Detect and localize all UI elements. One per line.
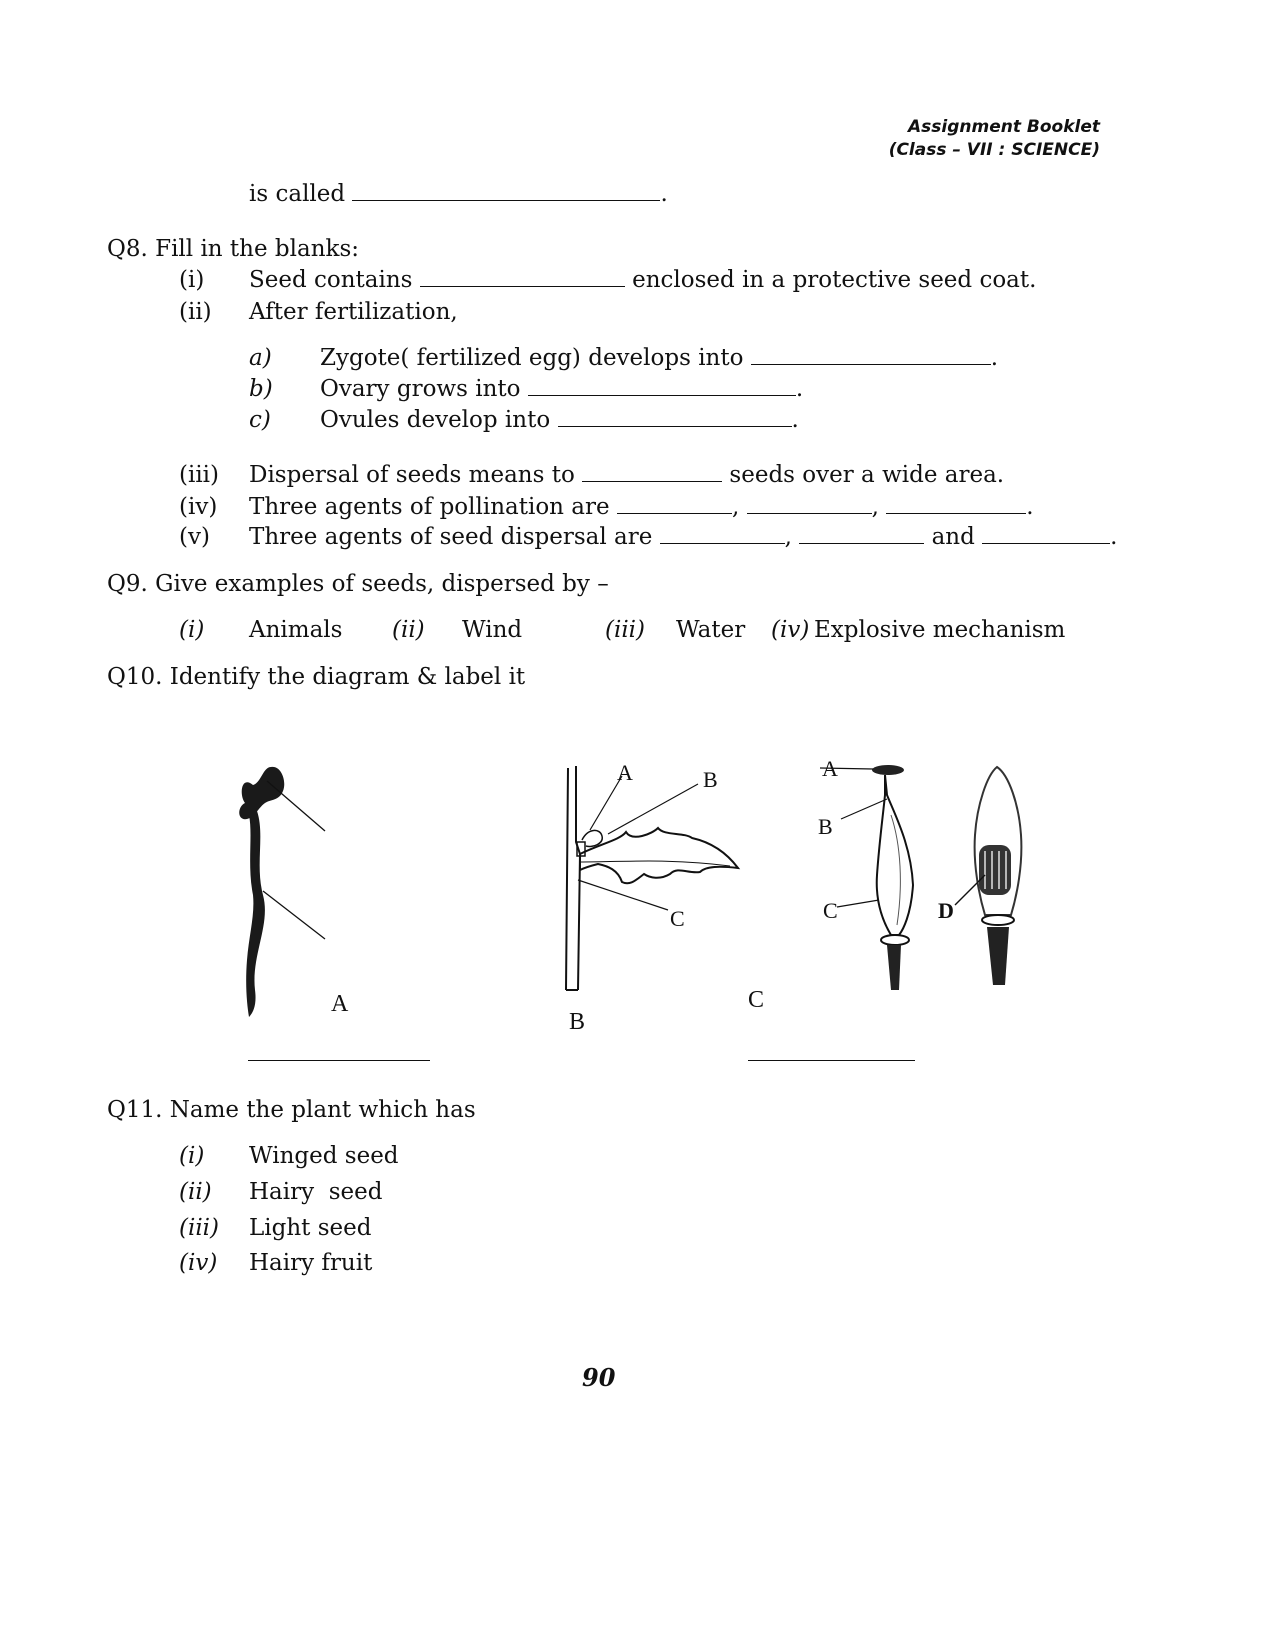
page-number: 90 — [582, 1363, 616, 1392]
diagram-c-label-c: C — [823, 898, 838, 923]
q8-item-3: Dispersal of seeds means to seeds over a wide area. — [249, 462, 1005, 488]
diagram-c-caption: C — [748, 987, 765, 1013]
q9-option-explosive: Explosive mechanism — [814, 617, 1066, 643]
answer-blank[interactable] — [558, 406, 792, 427]
header-title: Assignment Booklet — [908, 117, 1100, 137]
answer-blank[interactable] — [799, 523, 924, 544]
q8-sub-num: b) — [249, 376, 273, 402]
q8-item-4: Three agents of pollination are , , . — [249, 494, 1034, 520]
q8-sub-b: Ovary grows into . — [320, 376, 804, 402]
q8-item-num: (i) — [179, 267, 205, 293]
q9-option-num: (i) — [179, 617, 205, 643]
q8-sub-a: Zygote( fertilized egg) develops into . — [320, 345, 999, 371]
diagram-a-stamen — [225, 755, 345, 1025]
q9-title: Q9. Give examples of seeds, dispersed by – — [107, 571, 609, 597]
diagram-a-caption: A — [331, 991, 349, 1017]
diagram-c-label-d: D — [938, 898, 954, 923]
answer-blank[interactable] — [982, 523, 1110, 544]
q8-sub-c: Ovules develop into . — [320, 407, 799, 433]
answer-blank[interactable] — [660, 523, 785, 544]
answer-blank[interactable] — [751, 344, 991, 365]
q9-option-water: Water — [676, 617, 746, 643]
q9-option-animals: Animals — [249, 617, 343, 643]
q11-item-winged-seed: Winged seed — [249, 1143, 399, 1169]
q11-title: Q11. Name the plant which has — [107, 1097, 476, 1123]
answer-blank[interactable] — [582, 461, 722, 482]
q11-item-num: (i) — [179, 1143, 205, 1169]
diagram-c-pistil — [815, 755, 1035, 995]
q8-item-2: After fertilization, — [249, 299, 458, 325]
answer-blank[interactable] — [617, 493, 732, 514]
q9-option-num: (ii) — [392, 617, 425, 643]
q11-item-num: (iv) — [179, 1250, 218, 1276]
continuation-line: is called . — [249, 181, 668, 207]
q11-item-num: (ii) — [179, 1179, 212, 1205]
q9-option-num: (iv) — [771, 617, 810, 643]
q11-item-hairy-fruit: Hairy fruit — [249, 1250, 373, 1276]
q8-title: Q8. Fill in the blanks: — [107, 236, 360, 262]
diagram-a-answer-line[interactable] — [248, 1060, 430, 1061]
answer-blank[interactable] — [886, 493, 1026, 514]
q8-item-num: (v) — [179, 524, 210, 550]
diagram-b-label-a: A — [617, 760, 633, 785]
q10-title: Q10. Identify the diagram & label it — [107, 664, 526, 690]
q9-option-num: (iii) — [605, 617, 646, 643]
q8-sub-num: c) — [249, 407, 271, 433]
q8-item-num: (iii) — [179, 462, 220, 488]
q8-item-1: Seed contains enclosed in a protective seed coat. — [249, 267, 1037, 293]
diagram-b-caption: B — [569, 1009, 586, 1035]
diagram-b-leaf — [560, 762, 750, 997]
diagram-b-label-b: B — [703, 767, 718, 792]
q9-option-wind: Wind — [462, 617, 523, 643]
answer-blank[interactable] — [420, 266, 625, 287]
q11-item-hairy-seed: Hairy seed — [249, 1179, 383, 1205]
diagram-c-answer-line[interactable] — [748, 1060, 915, 1061]
answer-blank[interactable] — [747, 493, 872, 514]
diagram-b-label-c: C — [670, 906, 685, 931]
answer-blank[interactable] — [352, 180, 660, 201]
header-class: (Class – VII : SCIENCE) — [888, 140, 1100, 160]
q8-item-num: (ii) — [179, 299, 212, 325]
q11-item-light-seed: Light seed — [249, 1215, 372, 1241]
diagram-c-label-b: B — [818, 814, 833, 839]
answer-blank[interactable] — [528, 375, 796, 396]
q8-item-5: Three agents of seed dispersal are , and . — [249, 524, 1118, 550]
q8-sub-num: a) — [249, 345, 272, 371]
q11-item-num: (iii) — [179, 1215, 220, 1241]
diagram-c-label-a: A — [822, 756, 838, 781]
continuation-text: is called — [249, 181, 346, 207]
q8-item-num: (iv) — [179, 494, 218, 520]
